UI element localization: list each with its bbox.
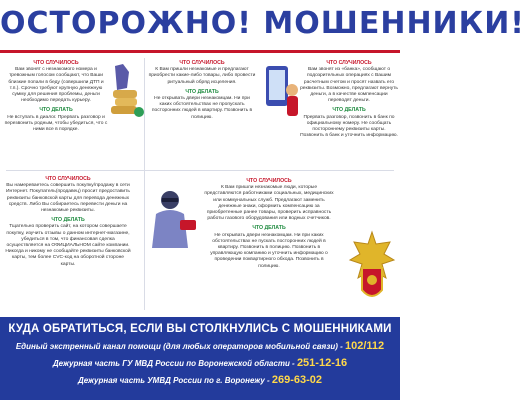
- what-to-do-text: Прервать разговор, позвонить в банк по официальному номеру. Не сообщать постороннему реквизиты карты. Позвонить в банк и уточнить информацию.: [300, 114, 398, 139]
- footer-title: КУДА ОБРАТИТЬСЯ, ЕСЛИ ВЫ СТОЛКНУЛИСЬ С МОШЕННИКАМИ: [8, 323, 392, 335]
- panel-fake-services: [204, 178, 334, 270]
- what-to-do-label: ЧТО ДЕЛАТЬ: [332, 107, 366, 114]
- what-to-do-text: Тщательно проверить сайт, на котором совершаете покупку, изучить отзывы о данном интернет-магазине, убедиться в том, что финансовая сделка осуществляется на ОФИЦИАЛЬНОМ сайте компании. Никогда и никому не сообщайте реквизиты банковской карты, тем более CVC-код на оборотной стороне карты.: [5, 224, 131, 267]
- bank-call-illustration: [262, 60, 300, 124]
- what-happened-text: Вам звонят из «банка», сообщают о подозрительных операциях с Вашим расчетным счетом и просят назвать его реквизиты. Возможно, предлагают вернуть деньги, а в качестве компенсации переводят деньги.: [300, 67, 398, 104]
- what-happened-label: ЧТО СЛУЧИЛОСЬ: [33, 60, 79, 66]
- what-happened-label: ЧТО СЛУЧИЛОСЬ: [45, 176, 91, 182]
- panel-bank-call: [300, 60, 398, 139]
- what-happened-text: Вам звонят с незнакомого номера и тревожным голосом сообщают, что Ваши близкие попали в беду (совершили ДТП и т.п.). Срочно требуют крупную денежную сумму для решения проблемы, деньги необходимо передать курьеру.: [8, 67, 104, 104]
- what-to-do-label: ЧТО ДЕЛАТЬ: [252, 225, 286, 232]
- what-happened-label: ЧТО СЛУЧИЛОСЬ: [246, 178, 292, 184]
- title-rule: [0, 50, 400, 53]
- city-duty-phone[interactable]: 269-63-02: [271, 374, 323, 386]
- panel-online-shopping: [4, 176, 132, 268]
- regional-duty-line: [0, 357, 400, 369]
- emergency-line: [0, 340, 400, 352]
- regional-duty-phone[interactable]: 251-12-16: [296, 357, 348, 369]
- what-to-do-text: Не вступать в диалог. Прервать разговор и перезвонить родным, чтобы убедиться, что с ними все в порядке.: [4, 114, 108, 133]
- what-to-do-text: Не открывать двери незнакомцам. Ни при каких обстоятельствах не пропускать посторонних людей в квартиру. Позвонить в полицию.: [151, 96, 253, 120]
- money-hand-illustration: [105, 62, 145, 124]
- what-happened-text: К Вам пришли незнакомые и предлагают приобрести какие-либо товары, либо провести ритуальный обряд исцеления.: [148, 67, 256, 85]
- what-happened-text: К Вам пришли незнакомые люди, которые представляются работниками социальных, медицинских или коммунальных служб. Предлагают заменить денежные знаки, оформить компенсацию за приобретенные ранее товары, проверить исправность работы газового оборудования или водных счетчиков.: [204, 185, 334, 222]
- divider-top: [6, 170, 394, 171]
- poster-title: ОСТОРОЖНО! МОШЕННИКИ!: [0, 6, 525, 41]
- panel-phone-scam: [4, 60, 108, 133]
- what-happened-label: ЧТО СЛУЧИЛОСЬ: [179, 60, 225, 66]
- regional-duty-label: Дежурная часть ГУ МВД России по Воронежской области -: [52, 359, 297, 368]
- emergency-phone[interactable]: 102/112: [344, 340, 385, 352]
- what-happened-label: ЧТО СЛУЧИЛОСЬ: [326, 60, 372, 66]
- what-to-do-label: ЧТО ДЕЛАТЬ: [185, 88, 219, 95]
- city-duty-label: Дежурная часть УМВД России по г. Воронежу -: [77, 376, 272, 385]
- online-fraud-illustration: [148, 186, 200, 254]
- police-emblem: [346, 230, 398, 310]
- emergency-line-label: Единый экстренный канал помощи (для любых операторов мобильной связи) -: [15, 342, 345, 351]
- what-to-do-text: Не открывать двери незнакомцам. Ни при каких обстоятельствах не пускать посторонних людей в квартиру. Позвонить в полицию. Позвонить в управляющую компанию и уточнить информацию о проведении поквартирного обхода. Позвонить в полицию.: [210, 232, 328, 269]
- city-duty-line: [0, 374, 400, 386]
- divider-left: [144, 58, 145, 310]
- what-happened-text: Вы намереваетесь совершить покупку/продажу в сети Интернет. Покупатель(продавец) просит предоставить реквизиты банковской карты для перевода денежных средств. Либо Вы собираетесь перевести деньги на незнакомые реквизиты.: [6, 183, 130, 214]
- what-to-do-label: ЧТО ДЕЛАТЬ: [39, 107, 73, 114]
- contacts-footer: [0, 317, 400, 400]
- panel-door-sales: [148, 60, 256, 121]
- what-to-do-label: ЧТО ДЕЛАТЬ: [51, 217, 85, 224]
